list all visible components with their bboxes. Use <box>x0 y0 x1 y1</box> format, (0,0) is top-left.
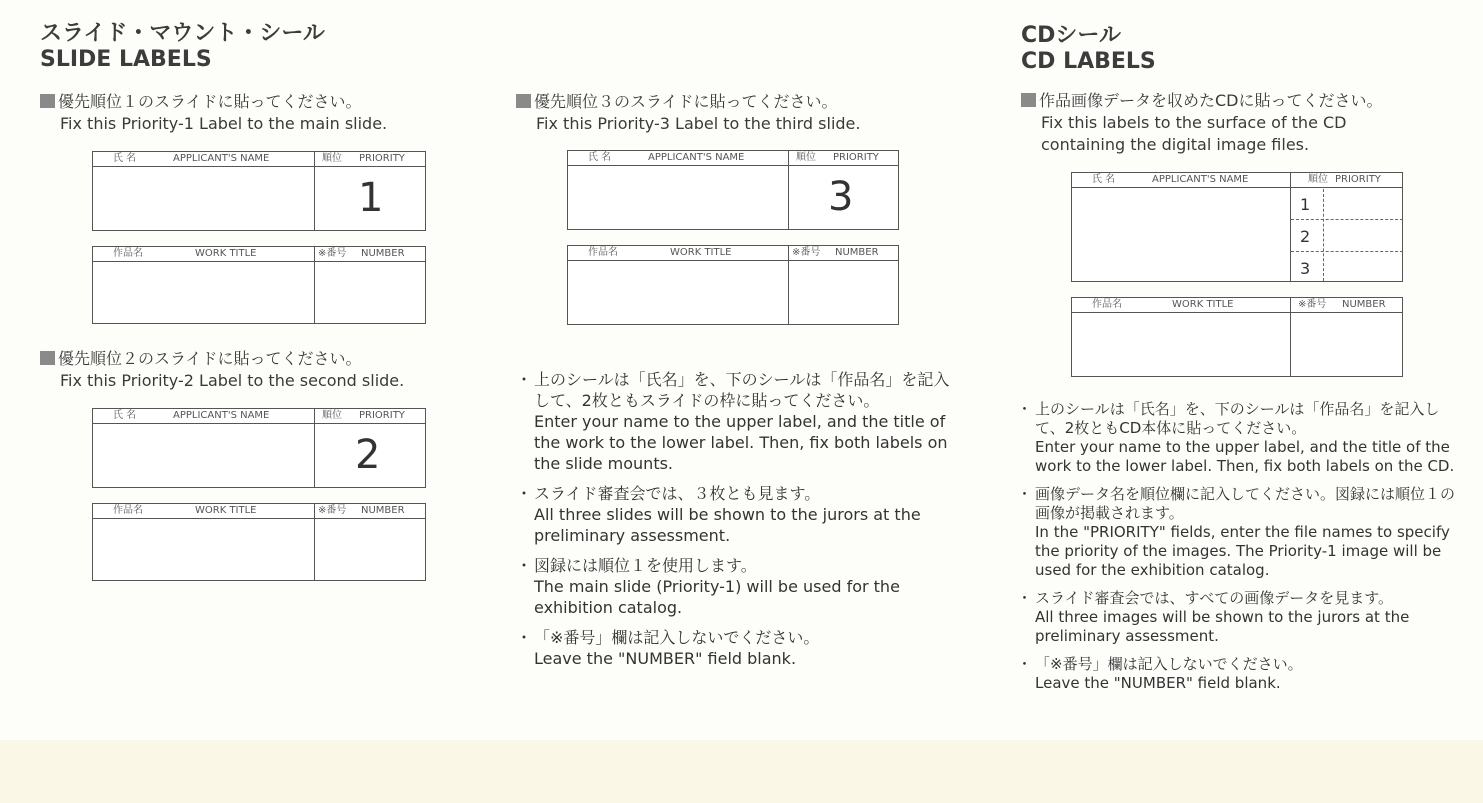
priority-number: 1 <box>358 175 384 221</box>
priority-field-en: PRIORITY <box>359 153 405 164</box>
cd-instruction-en-2: containing the digital image files. <box>1041 135 1310 154</box>
number-field-jp: ※番号 <box>792 247 821 258</box>
cd-title-label[interactable] <box>1071 297 1403 377</box>
title-field-jp: 作品名 <box>113 248 143 259</box>
priority-field-en: PRIORITY <box>359 410 405 421</box>
priority1-instruction <box>40 91 387 135</box>
slide-note: ・ 上のシールは「氏名」を、下のシールは「作品名」を記入して、2枚ともスライドの枠に貼ってください。 Enter your name to the upper label, and the title of the work to the lower label. Then, fix both labels on the slide mounts. <box>520 369 960 474</box>
cd-note: ・ 「※番号」欄は記入しないでください。 Leave the "NUMBER" field blank. <box>1021 655 1461 693</box>
slide-note: ・ スライド審査会では、３枚とも見ます。 All three slides will be shown to the jurors at the preliminary assessment. <box>520 483 960 546</box>
priority-field-jp: 順位 <box>1308 174 1328 185</box>
cd-priority-2: 2 <box>1300 227 1311 246</box>
slide-labels-title-jp: スライド・マウント・シール <box>40 21 325 46</box>
priority1-instruction-en: Fix this Priority-1 Label to the main slide. <box>60 114 388 133</box>
number-field-en: NUMBER <box>835 247 879 258</box>
title-field-en: WORK TITLE <box>1172 299 1234 310</box>
name-field-en: APPLICANT'S NAME <box>173 410 270 421</box>
name-field-jp: 氏 名 <box>113 153 137 164</box>
number-field-jp: ※番号 <box>1298 299 1327 310</box>
priority3-instruction-en: Fix this Priority-3 Label to the third slide. <box>536 114 861 133</box>
cd-notes-list <box>1021 400 1461 702</box>
cd-labels-title <box>1021 23 1156 75</box>
name-field-jp: 氏 名 <box>113 410 137 421</box>
slide-notes-list <box>520 369 960 678</box>
cd-instruction-en-1: Fix this labels to the surface of the CD <box>1041 113 1347 132</box>
priority3-instruction-jp: 優先順位３のスライドに貼ってください。 <box>534 92 838 111</box>
priority1-name-label[interactable] <box>92 151 426 231</box>
priority2-instruction <box>40 348 404 392</box>
title-field-jp: 作品名 <box>1092 299 1122 310</box>
name-field-en: APPLICANT'S NAME <box>648 152 745 163</box>
cd-note: ・ 画像データ名を順位欄に記入してください。図録には順位１の画像が掲載されます。 In the "PRIORITY" fields, enter the file names to specify the priority of the images. The Priority-1 image will be used for the exhibition catalog. <box>1021 485 1461 580</box>
priority1-instruction-jp: 優先順位１のスライドに貼ってください。 <box>58 92 362 111</box>
priority2-instruction-jp: 優先順位２のスライドに貼ってください。 <box>58 349 362 368</box>
name-field-jp: 氏 名 <box>1092 174 1116 185</box>
priority2-instruction-en: Fix this Priority-2 Label to the second slide. <box>60 371 405 390</box>
name-field-jp: 氏 名 <box>588 152 612 163</box>
priority2-name-label[interactable] <box>92 408 426 488</box>
priority2-title-label[interactable] <box>92 503 426 581</box>
number-field-en: NUMBER <box>361 248 405 259</box>
cd-instruction <box>1021 90 1383 156</box>
square-bullet-icon <box>40 351 55 365</box>
number-field-en: NUMBER <box>361 505 405 516</box>
priority-field-jp: 順位 <box>796 152 816 163</box>
priority-number: 2 <box>355 432 381 478</box>
cd-note: ・ 上のシールは「氏名」を、下のシールは「作品名」を記入して、2枚ともCD本体に貼ってください。 Enter your name to the upper label, and the title of the work to the lower label. Then, fix both labels on the CD. <box>1021 400 1461 476</box>
square-bullet-icon <box>40 94 55 108</box>
cd-priority-1: 1 <box>1300 195 1311 214</box>
priority-number: 3 <box>828 174 854 220</box>
cd-instruction-jp: 作品画像データを収めたCDに貼ってください。 <box>1039 91 1383 110</box>
priority-field-jp: 順位 <box>322 410 342 421</box>
number-field-en: NUMBER <box>1342 299 1386 310</box>
priority3-name-label[interactable] <box>567 150 899 230</box>
priority-field-en: PRIORITY <box>1335 174 1381 185</box>
name-field-en: APPLICANT'S NAME <box>1152 174 1249 185</box>
priority-field-en: PRIORITY <box>833 152 879 163</box>
title-field-jp: 作品名 <box>113 505 143 516</box>
title-field-jp: 作品名 <box>588 247 618 258</box>
square-bullet-icon <box>516 94 531 108</box>
slide-labels-title <box>40 21 325 73</box>
title-field-en: WORK TITLE <box>670 247 732 258</box>
priority1-title-label[interactable] <box>92 246 426 324</box>
name-field-en: APPLICANT'S NAME <box>173 153 270 164</box>
title-field-en: WORK TITLE <box>195 505 257 516</box>
square-bullet-icon <box>1021 93 1036 107</box>
number-field-jp: ※番号 <box>318 248 347 259</box>
priority3-title-label[interactable] <box>567 245 899 325</box>
slide-labels-title-en: SLIDE LABELS <box>40 47 212 72</box>
number-field-jp: ※番号 <box>318 505 347 516</box>
paper-bottom-band <box>0 740 1483 803</box>
slide-note: ・ 図録には順位１を使用します。 The main slide (Priority-1) will be used for the exhibition catalog. <box>520 555 960 618</box>
cd-priority-3: 3 <box>1300 259 1311 278</box>
title-field-en: WORK TITLE <box>195 248 257 259</box>
cd-note: ・ スライド審査会では、すべての画像データを見ます。 All three images will be shown to the jurors at the preliminary assessment. <box>1021 589 1461 646</box>
cd-labels-title-jp: CDシール <box>1021 23 1121 48</box>
cd-name-label[interactable] <box>1071 172 1403 282</box>
slide-note: ・ 「※番号」欄は記入しないでください。 Leave the "NUMBER" field blank. <box>520 627 960 669</box>
cd-labels-title-en: CD LABELS <box>1021 49 1156 74</box>
priority3-instruction <box>516 91 860 135</box>
priority-field-jp: 順位 <box>322 153 342 164</box>
